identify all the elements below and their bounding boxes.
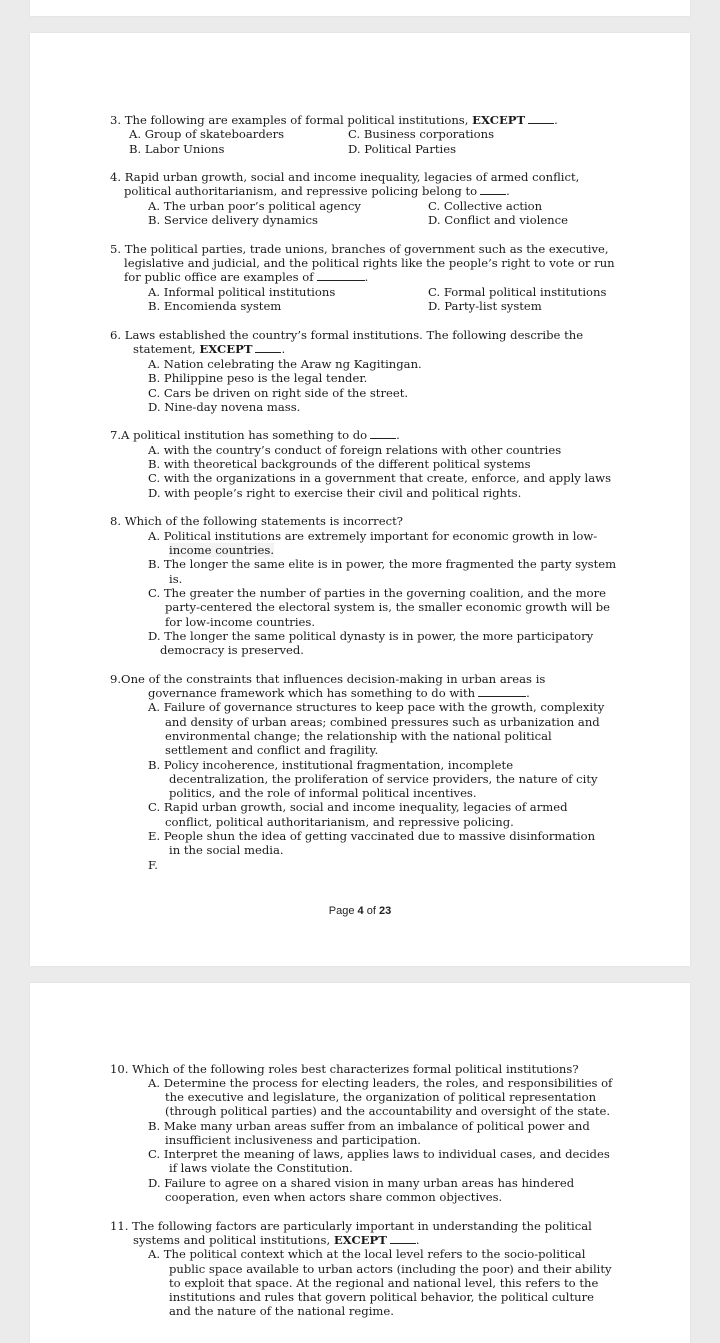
- question-8-option-c: C. The greater the number of parties in the governing coalition, and the more: [148, 586, 607, 600]
- question-6-option-b: B. Philippine peso is the legal tender.: [148, 371, 368, 385]
- question-3-option-b: B. Labor Unions: [129, 142, 225, 156]
- document-page-5: [30, 983, 690, 1343]
- question-4-option-d: D. Conflict and violence: [428, 213, 568, 227]
- question-6-option-a: A. Nation celebrating the Araw ng Kagitingan.: [148, 357, 422, 371]
- question-4-stem-line-2: political authoritarianism, and repressive policing belong to .: [124, 184, 510, 198]
- question-3-option-c: C. Business corporations: [348, 127, 495, 141]
- question-8-option-d-cont: democracy is preserved.: [160, 643, 304, 657]
- question-6-stem-line-1: 6. Laws established the country’s formal institutions. The following describe the: [110, 328, 584, 342]
- question-5-option-d: D. Party-list system: [428, 299, 542, 313]
- question-10-option-d: D. Failure to agree on a shared vision in many urban areas has hindered: [148, 1176, 575, 1190]
- question-11-option-a: A. The political context which at the local level refers to the socio-political: [148, 1247, 586, 1261]
- question-8-option-d: D. The longer the same political dynasty is in power, the more participatory: [148, 629, 594, 643]
- question-10-option-a: A. Determine the process for electing leaders, the roles, and responsibilities of: [148, 1076, 613, 1090]
- answer-blank: [370, 429, 396, 439]
- question-3-option-d: D. Political Parties: [348, 142, 457, 156]
- previous-page-edge: [30, 0, 690, 16]
- question-11-stem-line-1: 11. The following factors are particularly important in understanding the political: [110, 1219, 592, 1233]
- question-9-option-b-cont-2: politics, and the role of informal political incentives.: [169, 786, 477, 800]
- question-11-option-a-cont-2: to exploit that space. At the regional and national level, this refers to the: [169, 1276, 599, 1290]
- question-6-option-d: D. Nine-day novena mass.: [148, 400, 301, 414]
- question-5-option-b: B. Encomienda system: [148, 299, 282, 313]
- question-4-option-b: B. Service delivery dynamics: [148, 213, 318, 227]
- question-5-stem-line-2: legislative and judicial, and the political rights like the people’s right to vote or run: [124, 256, 615, 270]
- question-7-option-b: B. with theoretical backgrounds of the different political systems: [148, 457, 531, 471]
- question-7-stem: 7.A political institution has something to do .: [110, 428, 400, 442]
- question-5-stem-line-1: 5. The political parties, trade unions, branches of government such as the executive,: [110, 242, 609, 256]
- question-7-option-a: A. with the country’s conduct of foreign relations with other countries: [148, 443, 562, 457]
- question-8-option-c-cont-1: party-centered the electoral system is, the smaller economic growth will be: [165, 600, 611, 614]
- question-9-stem-line-2: governance framework which has something to do with .: [148, 686, 530, 700]
- question-9-option-c-cont: conflict, political authoritarianism, and repressive policing.: [165, 815, 514, 829]
- question-10-option-c-cont: if laws violate the Constitution.: [169, 1161, 353, 1175]
- question-9-option-a: A. Failure of governance structures to keep pace with the growth, complexity: [148, 700, 605, 714]
- question-9-option-f: F.: [148, 858, 158, 872]
- question-9-option-b-cont-1: decentralization, the proliferation of service providers, the nature of city: [169, 772, 598, 786]
- question-9-option-a-cont-3: settlement and conflict and fragility.: [165, 743, 379, 757]
- total-page-count: 23: [378, 905, 392, 917]
- page-number-footer: Page 4 of 23: [328, 905, 392, 917]
- question-10-option-b: B. Make many urban areas suffer from an imbalance of political power and: [148, 1119, 590, 1133]
- answer-blank: [528, 114, 554, 124]
- question-6-option-c: C. Cars be driven on right side of the street.: [148, 386, 409, 400]
- question-8-stem: 8. Which of the following statements is incorrect?: [110, 514, 403, 528]
- question-11-stem-line-2: systems and political institutions, EXCEPT .: [133, 1233, 420, 1247]
- question-9-option-e: E. People shun the idea of getting vaccinated due to massive disinformation: [148, 829, 596, 843]
- answer-blank: [390, 1234, 416, 1244]
- document-page-4: [30, 33, 690, 966]
- question-5-stem-line-3: for public office are examples of .: [124, 270, 369, 284]
- question-10-option-a-cont-1: the executive and legislature, the organization of political representation: [165, 1090, 597, 1104]
- question-3-option-a: A. Group of skateboarders: [129, 127, 285, 141]
- question-9-option-e-cont: in the social media.: [169, 843, 284, 857]
- question-8-option-b-cont: is.: [169, 572, 183, 586]
- answer-blank: [480, 185, 506, 195]
- question-4-option-c: C. Collective action: [428, 199, 543, 213]
- question-6-stem-line-2: statement, EXCEPT .: [133, 342, 286, 356]
- question-11-option-a-cont-3: institutions and rules that govern political behavior, the political culture: [169, 1290, 595, 1304]
- question-3-stem: 3. The following are examples of formal political institutions, EXCEPT .: [110, 113, 558, 127]
- answer-blank: [478, 687, 526, 697]
- question-9-option-a-cont-1: and density of urban areas; combined pressures such as urbanization and: [165, 715, 600, 729]
- question-8-option-b: B. The longer the same elite is in power, the more fragmented the party system: [148, 557, 617, 571]
- question-9-option-a-cont-2: environmental change; the relationship with the national political: [165, 729, 552, 743]
- question-4-option-a: A. The urban poor’s political agency: [148, 199, 361, 213]
- question-7-option-c: C. with the organizations in a government that create, enforce, and apply laws: [148, 471, 612, 485]
- question-4-stem-line-1: 4. Rapid urban growth, social and income inequality, legacies of armed conflict,: [110, 170, 580, 184]
- question-10-option-d-cont: cooperation, even when actors share common objectives.: [165, 1190, 503, 1204]
- except-keyword: EXCEPT: [199, 342, 253, 356]
- answer-blank: [317, 271, 365, 281]
- question-5-option-c: C. Formal political institutions: [428, 285, 607, 299]
- answer-blank: [255, 343, 281, 353]
- question-11-option-a-cont-4: and the nature of the national regime.: [169, 1304, 394, 1318]
- question-10-stem: 10. Which of the following roles best characterizes formal political institutions?: [110, 1062, 579, 1076]
- question-9-option-b: B. Policy incoherence, institutional fragmentation, incomplete: [148, 758, 514, 772]
- current-page-number: 4: [357, 905, 364, 917]
- question-11-option-a-cont-1: public space available to urban actors (including the poor) and their ability: [169, 1262, 612, 1276]
- question-10-option-b-cont: insufficient inclusiveness and participation.: [165, 1133, 421, 1147]
- question-5-option-a: A. Informal political institutions: [148, 285, 336, 299]
- question-7-option-d: D. with people’s right to exercise their civil and political rights.: [148, 486, 522, 500]
- question-10-option-c: C. Interpret the meaning of laws, applies laws to individual cases, and decides: [148, 1147, 610, 1161]
- except-keyword: EXCEPT: [333, 1233, 387, 1247]
- question-8-option-a-cont: income countries.: [169, 543, 275, 557]
- except-keyword: EXCEPT: [472, 113, 526, 127]
- question-9-option-c: C. Rapid urban growth, social and income inequality, legacies of armed: [148, 800, 568, 814]
- question-9-stem-line-1: 9.One of the constraints that influences decision-making in urban areas is: [110, 672, 546, 686]
- question-10-option-a-cont-2: (through political parties) and the accountability and oversight of the state.: [165, 1104, 611, 1118]
- question-8-option-a: A. Political institutions are extremely important for economic growth in low-: [148, 529, 598, 543]
- question-8-option-c-cont-2: for low-income countries.: [165, 615, 316, 629]
